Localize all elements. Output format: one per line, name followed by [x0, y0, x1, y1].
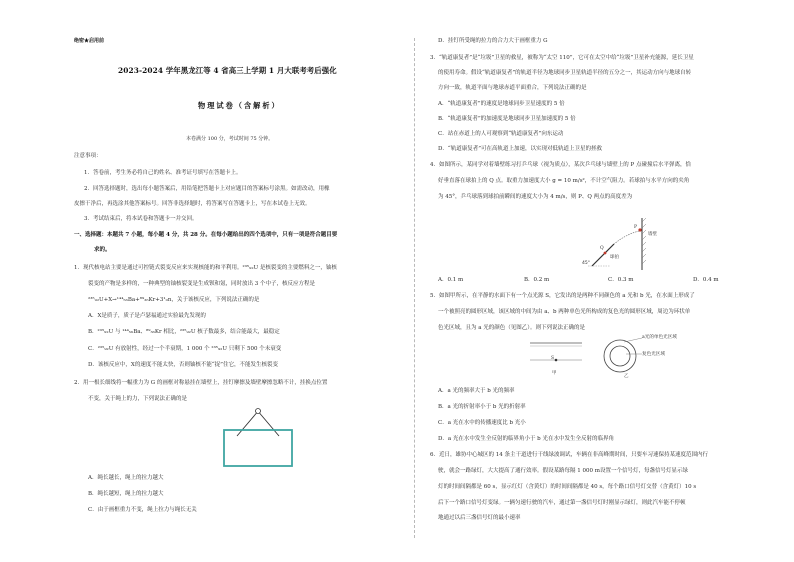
q2-stem: 不变，关于绳上的力，下列说法正确的是 [88, 396, 188, 402]
q5-option-a: A．a 光的频率大于 b 光的频率 [438, 388, 515, 394]
q3-option-d: D．“轨道康复者”可在高轨道上加速，以实现对低轨道上卫星的拯救 [438, 146, 603, 152]
q3-option-c: C．站在赤道上的人可观察到“轨道康复者”向东运动 [438, 131, 564, 137]
angle-label: 45° [582, 261, 590, 266]
q1-option-d: D．该核反应中，X的速度不能太快，否则铀核不能“捉”住它，不能发生核裂变 [88, 362, 278, 368]
outer-circle [604, 340, 636, 372]
q3-stem: 3．“轨道康复者”是“垃圾”卫星的救星，被称为“太空 110”，它可在太空中给“垃圾”卫星补充能源，延长卫星 [430, 55, 694, 61]
jia-label: 甲 [552, 371, 557, 376]
yi-label: 乙 [624, 374, 629, 379]
p-label: P [634, 225, 638, 230]
notes-heading: 注意事项： [74, 153, 102, 159]
q2-option-d: D．挂钉所受绳的拉力的合力大于画框重力 G [438, 38, 548, 44]
wall-label: 墙壁 [648, 232, 657, 237]
q1-option-a: A．X是质子，质子是卢瑟福通过实验最先发现的 [88, 313, 206, 319]
right-column [420, 0, 794, 562]
exam-subtitle: 物理试卷（含解析） [198, 101, 281, 110]
nail [256, 409, 261, 414]
frame [224, 430, 292, 466]
note-item: 皮擦干净后，再选涂其他答案标号。回答非选择题时，将答案写在答题卡上，写在本试卷上无效。 [74, 201, 311, 207]
q1-stem: 1．现代核电站主要是通过可控链式裂变反应来实现核能的和平利用。²³⁵₉₂U 是核裂变的主要燃料之一，铀核 [74, 265, 337, 271]
q3-stem: 方向一致，轨道平面与地球赤道平面重合，下列说法正确的是 [438, 85, 587, 91]
note-item: 3．考试结束后，将本试卷和答题卡一并交回。 [84, 216, 198, 222]
exam-title: 2023-2024 学年黑龙江等 4 省高三上学期 1 月大联考考后强化 [118, 66, 337, 75]
section-heading: 一、选择题：本题共 7 小题，每小题 4 分，共 28 分。在每小题给出的四个选项中，只有一项是符合题目要 [74, 232, 338, 238]
q5-stem: 一个被照亮的圆形区域，该区域的中间为由 a、b 两种单色光所构成的复色光的圆形区域，周边为环状单 [438, 309, 691, 315]
trajectory [606, 231, 639, 252]
q5-option-c: C．a 光在水中的传播速度比 b 光小 [438, 420, 526, 426]
string-right [260, 413, 280, 436]
q5-option-b: B．a 光的折射率小于 b 光的折射率 [438, 404, 526, 410]
column-divider [414, 38, 415, 538]
q5-stem: 色光区域，且为 a 光的颜色（见图乙）。则下列说法正确的是 [438, 325, 586, 331]
racket-label: 球拍 [610, 255, 619, 260]
q2-option-b: B．绳长越短，绳上的拉力越大 [88, 491, 164, 497]
q4-option-a: A．0.1 m [438, 277, 464, 283]
q3-option-b: B．“轨道康复者”的加速度是地球同步卫星加速度的 5 倍 [438, 116, 576, 122]
q4-option-d: D．0.4 m [693, 277, 719, 283]
q3-stem: 的使用寿命。假设“轨道康复者”的轨道半径为地球同步卫星轨道半径的五分之一，其运动方向与地球自转 [438, 70, 692, 76]
q2-option-c: C．由于画框重力不变，绳上拉力与绳长无关 [88, 507, 197, 513]
q3-option-a: A．“轨道康复者”的速度是地球同步卫星速度的 5 倍 [438, 101, 565, 107]
score-time: 本卷满分 100 分，考试时间 75 分钟。 [186, 136, 274, 142]
single-color-label: a光的单色光区域 [642, 335, 677, 340]
leader-single [624, 338, 642, 342]
s-label: S [551, 356, 555, 361]
q4-option-b: B．0.2 m [524, 277, 550, 283]
q6-stem: 6．近日，雄协中心城区的 14 条主干道进行干线绿波调试，车辆在非高峰期时间，只要车习速保持某速度范围内行 [430, 452, 708, 458]
confidential-mark: 绝密★启用前 [74, 38, 105, 44]
q6-stem: 地通过以后三盏信号灯的最小速率 [438, 515, 521, 521]
q2-stem: 2．用一根长细线将一幅重力为 G 的画框对称悬挂在墙壁上，挂钉摩擦及墙壁摩擦忽略不计，挂换点位置 [74, 380, 328, 386]
q6-stem: 后下一个路口信号灯变绿。一辆匀速行驶的汽车，通过第一盏信号灯时刚显示绿灯，则此汽车能不停顿 [438, 500, 686, 506]
q5-option-d: D．a 光在水中发生全反射的临界角小于 b 光在水中发生全反射的临界角 [438, 436, 614, 442]
point-q [604, 252, 607, 255]
q4-stem: 为 45°，乒乓球落到球拍前瞬间的速度大小为 4 m/s，则 P、Q 两点的高度差为 [438, 194, 633, 200]
string-left [237, 413, 257, 436]
q5-stem: 5．如图甲所示，在平静的水面下有一个点光源 S，它发出的是两种不同颜色的 a 光和 b 光，在水面上形成了 [430, 293, 695, 299]
q2-option-a: A．绳长越长，绳上的拉力越大 [88, 475, 164, 481]
note-item: 1．答卷前，考生务必将自己的姓名、准考证号填写在答题卡上。 [84, 170, 242, 176]
q4-option-c: C．0.3 m [608, 277, 634, 283]
complex-color-label: 复色光区域 [642, 352, 665, 357]
note-item: 2．回答选择题时，选出每小题答案后，用铅笔把答题卡上对应题目的答案标号涂黑。如需改动，用橡 [84, 186, 330, 192]
inner-circle [610, 346, 630, 366]
ping-pong-figure [580, 216, 670, 272]
q1-stem: 裂变的产物是多样的，一种典型的铀核裂变是生成钡和氪，同时放出 3 个中子，核反应方程是 [88, 281, 315, 287]
q4-stem: 好垂直落在球拍上的 Q 点。取重力加速度大小 g = 10 m/s²，不计空气阻力。若球拍与水平方向的夹角 [438, 178, 690, 184]
q1-option-c: C．²³⁵₉₂U 有放射性，经过一个半衰期，1 000 个 ²³⁵₉₂U 只剩下 500 个未衰变 [88, 346, 282, 352]
picture-frame-figure [218, 406, 298, 471]
section-heading: 求的。 [94, 247, 111, 253]
q6-stem: 灯的时间间隔都是 60 s，显示红灯（含黄灯）的时间间隔都是 40 s，每个路口信号灯交替（含黄灯）10 s [438, 484, 697, 490]
q1-stem: ²³⁵₉₂U+X→¹⁴⁴₅₆Ba+⁸⁹₃₆Kr+3¹₀n，关于该核反应，下列说法正确的是 [88, 297, 260, 303]
q6-stem: 驶，就会一路绿灯，大大提高了通行效率。假设某路每隔 1 000 m设置一个信号灯，每盏信号灯显示绿 [438, 468, 688, 474]
q-label: Q [600, 246, 604, 251]
q4-stem: 4．如图所示，某同学对着墙壁练习打乒乓球（视为质点），某次乒乓球与墙壁上的 P 点碰撞后水平弹离，恰 [430, 162, 691, 168]
q1-option-b: B．²³⁵₉₂U 与 ¹⁴⁴₅₆Ba、⁸⁹₃₆Kr 相比，²³⁵₉₂U 核子数最多，结合能最大，最稳定 [88, 329, 280, 335]
light-source-s [555, 359, 558, 362]
